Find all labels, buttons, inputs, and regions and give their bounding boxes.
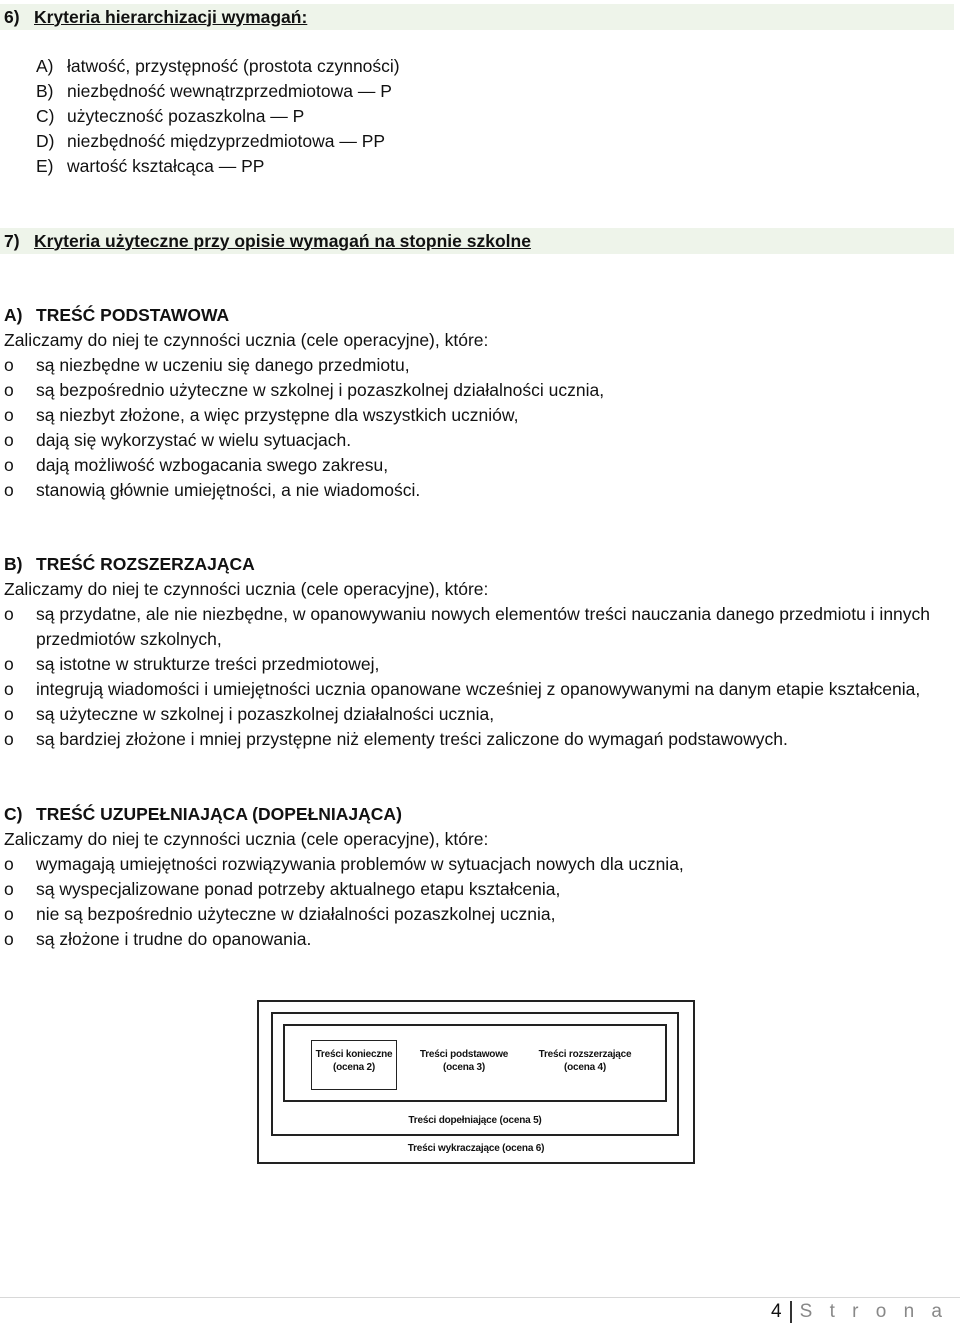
list-item	[4, 353, 954, 378]
criteria-list	[36, 54, 400, 179]
part-b-heading	[4, 552, 954, 577]
bullet-icon: o	[4, 854, 14, 874]
section-7-number: 7)	[4, 230, 20, 251]
section-6-header	[0, 4, 954, 30]
bullet-icon: o	[4, 929, 14, 949]
part-b-title: TREŚĆ ROZSZERZAJĄCA	[36, 554, 255, 574]
bullet-text: integrują wiadomości i umiejętności ucznia opanowane wcześniej z opanowywanymi na danym etapie kształcenia,	[36, 679, 921, 699]
item-letter: E)	[36, 156, 54, 176]
bullet-icon: o	[4, 904, 14, 924]
list-item	[4, 727, 954, 752]
list-item	[4, 602, 954, 652]
part-a-intro: Zaliczamy do niej te czynności ucznia (cele operacyjne), które:	[4, 330, 489, 350]
requirements-diagram	[257, 1000, 695, 1164]
bullet-icon: o	[4, 480, 14, 500]
bullet-icon: o	[4, 405, 14, 425]
item-letter: A)	[36, 56, 54, 76]
diagram-middle-box	[271, 1012, 679, 1136]
list-item	[4, 652, 954, 677]
list-item	[4, 902, 954, 927]
part-c-bullets	[4, 852, 954, 952]
item-text: niezbędność międzyprzedmiotowa — PP	[67, 131, 386, 151]
page-footer	[771, 1301, 948, 1323]
item-letter: D)	[36, 131, 55, 151]
list-item	[4, 927, 954, 952]
bullet-text: są bardziej złożone i mniej przystępne niż elementy treści zaliczone do wymagań podstawowych.	[36, 729, 788, 749]
list-item	[36, 129, 400, 154]
bullet-icon: o	[4, 704, 14, 724]
list-item	[4, 428, 954, 453]
part-b-bullets	[4, 602, 954, 752]
section-7-title: Kryteria użyteczne przy opisie wymagań na stopnie szkolne	[34, 230, 531, 251]
bullet-icon: o	[4, 430, 14, 450]
bullet-text: są niezbędne w uczeniu się danego przedmiotu,	[36, 355, 410, 375]
bullet-text: stanowią głównie umiejętności, a nie wiadomości.	[36, 480, 421, 500]
label-dopelniajace: Treści dopełniające (ocena 5)	[408, 1115, 542, 1126]
part-a	[4, 303, 954, 503]
footer-divider	[0, 1297, 960, 1298]
footer-word: S t r o n a	[799, 1301, 948, 1322]
list-item	[4, 378, 954, 403]
bullet-icon: o	[4, 729, 14, 749]
bullet-text: są przydatne, ale nie niezbędne, w opanowywaniu nowych elementów treści nauczania danego przedmiotu i innych przedmiotów szkolnych,	[36, 604, 931, 649]
bullet-text: dają się wykorzystać w wielu sytuacjach.	[36, 430, 352, 450]
part-a-letter: A)	[4, 305, 23, 325]
item-text: użyteczność pozaszkolna — P	[67, 106, 305, 126]
bullet-icon: o	[4, 355, 14, 375]
bullet-text: wymagają umiejętności rozwiązywania problemów w sytuacjach nowych dla ucznia,	[36, 854, 684, 874]
item-text: niezbędność wewnątrzprzedmiotowa — P	[67, 81, 392, 101]
list-item	[36, 79, 400, 104]
part-c	[4, 802, 954, 952]
list-item	[4, 702, 954, 727]
bullet-text: są niezbyt złożone, a więc przystępne dla wszystkich uczniów,	[36, 405, 519, 425]
part-c-intro: Zaliczamy do niej te czynności ucznia (cele operacyjne), które:	[4, 829, 489, 849]
bullet-icon: o	[4, 455, 14, 475]
section-7-header	[0, 228, 954, 254]
list-item	[4, 453, 954, 478]
bullet-icon: o	[4, 380, 14, 400]
label-rozszerzajace-line2: (ocena 4)	[563, 1062, 607, 1073]
item-letter: C)	[36, 106, 55, 126]
part-c-letter: C)	[4, 804, 23, 824]
bullet-icon: o	[4, 654, 14, 674]
bullet-text: nie są bezpośrednio użyteczne w działalności pozaszkolnej ucznia,	[36, 904, 556, 924]
part-a-title: TREŚĆ PODSTAWOWA	[36, 305, 230, 325]
part-c-heading	[4, 802, 954, 827]
item-letter: B)	[36, 81, 54, 101]
part-b	[4, 552, 954, 752]
diagram-inner-box	[283, 1024, 667, 1102]
bullet-text: są wyspecjalizowane ponad potrzeby aktualnego etapu kształcenia,	[36, 879, 561, 899]
bullet-icon: o	[4, 679, 14, 699]
list-item	[36, 154, 400, 179]
list-item	[4, 877, 954, 902]
label-rozszerzajace-line1: Treści rozszerzające	[538, 1049, 632, 1060]
part-a-heading	[4, 303, 954, 328]
bullet-icon: o	[4, 879, 14, 899]
section-6-number: 6)	[4, 6, 20, 27]
label-konieczne	[311, 1048, 397, 1074]
part-b-letter: B)	[4, 554, 23, 574]
label-podstawowe-line2: (ocena 3)	[442, 1062, 486, 1073]
part-b-intro: Zaliczamy do niej te czynności ucznia (cele operacyjne), które:	[4, 579, 489, 599]
label-konieczne-line1: Treści konieczne	[315, 1049, 393, 1060]
list-item	[4, 403, 954, 428]
bullet-text: są użyteczne w szkolnej i pozaszkolnej działalności ucznia,	[36, 704, 495, 724]
list-item	[36, 54, 400, 79]
bullet-text: są bezpośrednio użyteczne w szkolnej i pozaszkolnej działalności ucznia,	[36, 380, 605, 400]
label-konieczne-line2: (ocena 2)	[332, 1062, 376, 1073]
section-6-title: Kryteria hierarchizacji wymagań:	[34, 6, 308, 27]
part-a-bullets	[4, 353, 954, 503]
bullet-icon: o	[4, 604, 14, 624]
label-wykraczajace: Treści wykraczające (ocena 6)	[407, 1143, 545, 1154]
item-text: łatwość, przystępność (prostota czynności)	[67, 56, 400, 76]
page-number: 4	[771, 1301, 782, 1322]
part-c-title: TREŚĆ UZUPEŁNIAJĄCA (DOPEŁNIAJĄCA)	[36, 804, 402, 824]
item-text: wartość kształcąca — PP	[67, 156, 265, 176]
bullet-text: są złożone i trudne do opanowania.	[36, 929, 312, 949]
footer-separator	[790, 1301, 792, 1323]
list-item	[4, 677, 954, 702]
label-podstawowe	[413, 1048, 515, 1074]
label-rozszerzajace	[529, 1048, 641, 1074]
list-item	[36, 104, 400, 129]
list-item	[4, 852, 954, 877]
bullet-text: są istotne w strukturze treści przedmiotowej,	[36, 654, 380, 674]
list-item	[4, 478, 954, 503]
bullet-text: dają możliwość wzbogacania swego zakresu,	[36, 455, 389, 475]
label-podstawowe-line1: Treści podstawowe	[419, 1049, 509, 1060]
